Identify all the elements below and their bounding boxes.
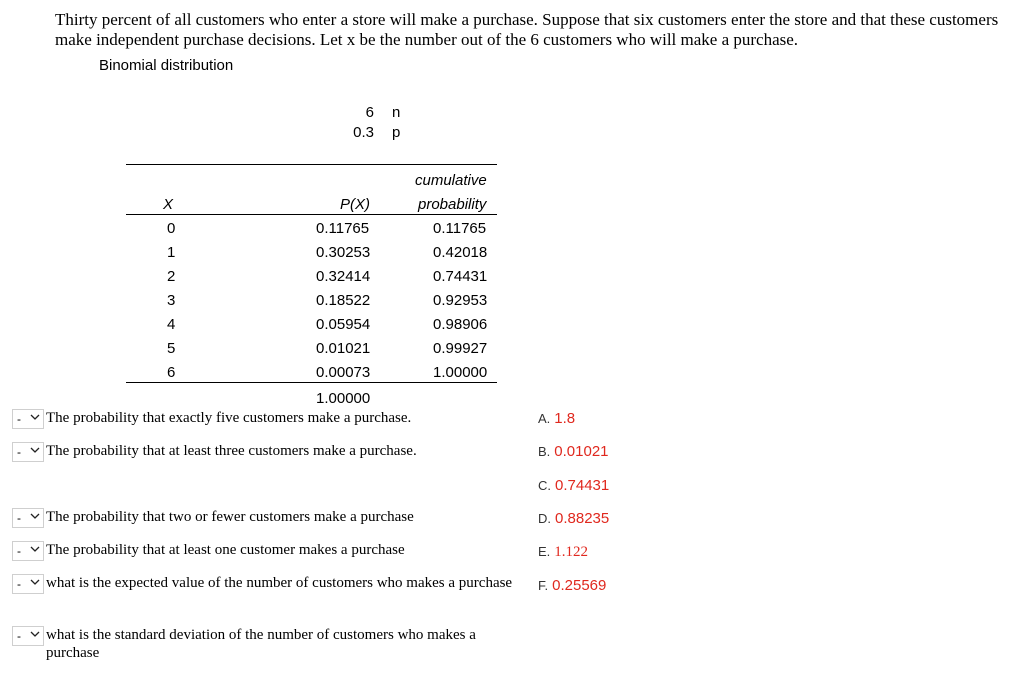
table-cell-x: 6 (167, 364, 176, 381)
question-label: what is the standard deviation of the number of customers who makes a purchase (46, 627, 476, 661)
chevron-down-icon (30, 544, 40, 554)
answer-letter: C. (538, 478, 551, 493)
answer-value: 0.25569 (552, 577, 607, 594)
param-p-label: p (392, 124, 401, 141)
answer-option (538, 410, 575, 428)
question-text: Thirty percent of all customers who enter a store will make a purchase. Suppose that six customers enter the store and that these customers make independent purchase decisions. Let x be the number out of the 6 customers who will make a purchase. (55, 10, 999, 49)
table-bottom-rule (126, 382, 497, 383)
answer-value: 0.74431 (555, 477, 610, 494)
param-p-value: 0.3 (353, 124, 374, 141)
table-total: 1.00000 (316, 390, 371, 407)
answer-select-value: - (17, 511, 21, 525)
table-cell-px: 0.30253 (316, 244, 371, 261)
table-cell-cumulative: 0.99927 (433, 340, 488, 357)
answer-select-value: - (17, 544, 21, 558)
answer-select[interactable] (12, 442, 44, 462)
chevron-down-icon (30, 445, 40, 455)
param-n-label: n (392, 104, 401, 121)
parameters (330, 104, 410, 144)
question-label: The probability that two or fewer customers make a purchase (46, 509, 414, 525)
table-cell-px: 0.01021 (316, 340, 371, 357)
table-cell-cumulative: 0.74431 (433, 268, 488, 285)
table-cell-cumulative: 0.11765 (433, 220, 487, 237)
table-cell-x: 1 (167, 244, 176, 261)
question-label: The probability that at least one customer makes a purchase (46, 542, 405, 558)
header-probability: probability (418, 196, 487, 213)
chevron-down-icon (30, 511, 40, 521)
table-cell-x: 0 (167, 220, 176, 237)
table-cell-px: 0.05954 (316, 316, 371, 333)
chevron-down-icon (30, 577, 40, 587)
table-cell-cumulative: 0.98906 (433, 316, 488, 333)
table-cell-x: 2 (167, 268, 176, 285)
answer-value: 0.88235 (555, 510, 610, 527)
answer-option (538, 510, 609, 528)
question-label: what is the expected value of the number of customers who makes a purchase (46, 575, 513, 591)
answer-letter: D. (538, 511, 551, 526)
chevron-down-icon (30, 629, 40, 639)
chevron-down-icon (30, 412, 40, 422)
question-label: The probability that exactly five customers make a purchase. (46, 410, 412, 426)
param-n-value: 6 (365, 104, 374, 121)
table-cell-x: 4 (167, 316, 176, 333)
answer-select[interactable] (12, 508, 44, 528)
binomial-table (126, 164, 497, 414)
answer-value: 0.01021 (554, 443, 609, 460)
subtitle: Binomial distribution (99, 57, 234, 74)
answer-select[interactable] (12, 541, 44, 561)
header-cumulative: cumulative (415, 172, 487, 189)
table-cell-cumulative: 1.00000 (433, 364, 488, 381)
answer-letter: E. (538, 544, 551, 559)
question-label: The probability that at least three customers make a purchase. (46, 443, 417, 459)
answer-letter: B. (538, 444, 551, 459)
answer-select-value: - (17, 412, 21, 426)
answer-option (538, 477, 609, 495)
answer-letter: A. (538, 411, 551, 426)
answer-value: 1.8 (554, 410, 576, 427)
header-px: P(X) (340, 196, 370, 213)
answer-select[interactable] (12, 626, 44, 646)
answer-select[interactable] (12, 574, 44, 594)
param-n (330, 104, 410, 124)
answer-option (538, 443, 609, 461)
param-p (330, 124, 410, 144)
table-cell-px: 0.11765 (316, 220, 370, 237)
answer-select[interactable] (12, 409, 44, 429)
table-header-rule (126, 214, 497, 215)
answer-option (538, 543, 588, 561)
table-cell-cumulative: 0.92953 (433, 292, 488, 309)
table-cell-px: 0.00073 (316, 364, 371, 381)
answer-letter: F. (538, 578, 549, 593)
answer-option (538, 577, 606, 595)
answer-select-value: - (17, 445, 21, 459)
table-cell-px: 0.32414 (316, 268, 371, 285)
answer-value: 1.122 (554, 544, 589, 560)
table-cell-px: 0.18522 (316, 292, 371, 309)
table-cell-x: 3 (167, 292, 176, 309)
table-cell-x: 5 (167, 340, 176, 357)
answer-select-value: - (17, 577, 21, 591)
table-top-rule (126, 164, 497, 165)
answer-select-value: - (17, 629, 21, 643)
header-x: X (163, 196, 174, 213)
table-cell-cumulative: 0.42018 (433, 244, 488, 261)
